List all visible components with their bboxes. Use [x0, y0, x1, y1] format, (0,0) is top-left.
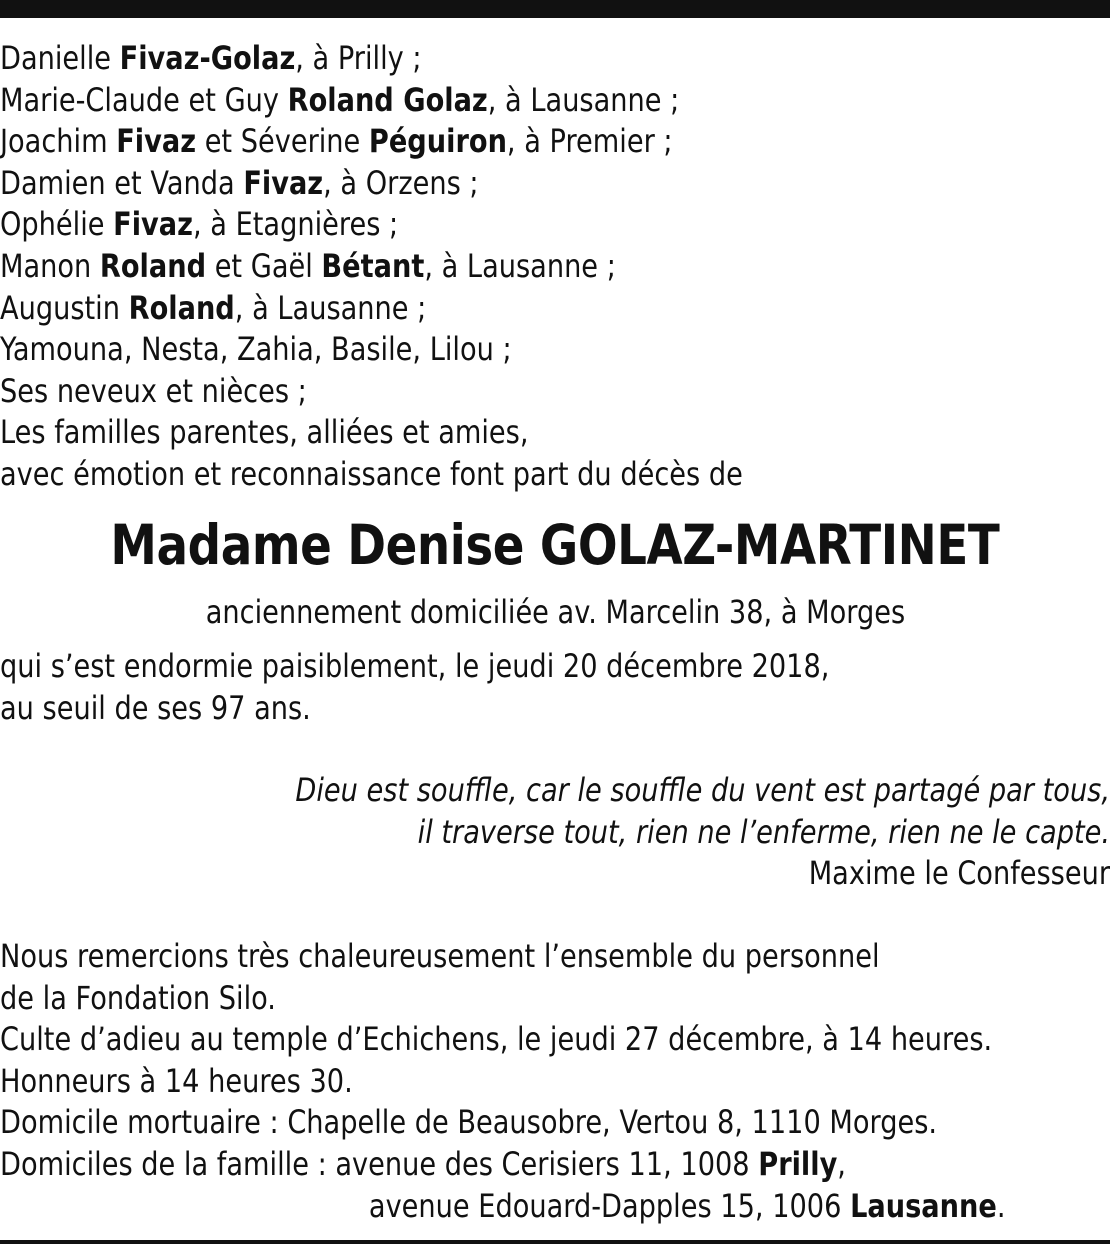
family-text: Les familles parentes, alliées et amies,	[0, 413, 529, 452]
family-text: Ophélie	[0, 205, 114, 244]
bottom-rule	[0, 1240, 1110, 1244]
family-text: et Séverine	[196, 122, 369, 161]
death-info-line: qui s’est endormie paisiblement, le jeudi 20 décembre 2018,	[0, 647, 830, 685]
thanks-text: avenue Edouard-Dapples 15, 1006	[368, 1186, 851, 1225]
family-text: Manon	[0, 246, 100, 285]
family-text: , à Prilly ;	[295, 39, 422, 77]
thanks-line	[0, 978, 944, 1020]
thanks-and-ceremony	[0, 936, 1006, 1227]
family-line	[0, 454, 944, 496]
thanks-text: de la Fondation Silo.	[0, 978, 276, 1017]
family-name-bold: Roland Golaz	[287, 80, 488, 119]
family-line	[0, 329, 944, 371]
family-name-bold: Roland	[128, 288, 235, 327]
family-text: , à Orzens ;	[323, 163, 479, 202]
family-name-bold: Roland	[99, 246, 207, 285]
thanks-name-bold: Lausanne	[850, 1186, 997, 1225]
thanks-name-bold: Prilly	[758, 1144, 838, 1183]
top-rule	[0, 0, 1110, 18]
family-text: Augustin	[0, 288, 129, 327]
thanks-line	[0, 1061, 944, 1103]
family-line	[0, 163, 944, 205]
family-name-bold: Fivaz	[116, 122, 197, 161]
family-text: et Gaël	[206, 246, 322, 285]
family-line	[0, 80, 944, 122]
family-text: Yamouna, Nesta, Zahia, Basile, Lilou ;	[0, 330, 512, 369]
family-text: , à Lausanne ;	[424, 246, 616, 285]
family-line	[0, 371, 944, 413]
thanks-text: Culte d’adieu au temple d’Echichens, le jeudi 27 décembre, à 14 heures.	[0, 1020, 993, 1059]
family-line	[0, 204, 944, 246]
family-list	[0, 38, 944, 496]
thanks-line	[0, 1102, 944, 1144]
death-info-line: au seuil de ses 97 ans.	[0, 688, 311, 727]
family-name-bold: Fivaz	[113, 205, 193, 244]
thanks-text: Nous remercions très chaleureusement l’ensemble du personnel	[0, 937, 880, 975]
family-line	[0, 288, 944, 330]
thanks-text: Domicile mortuaire : Chapelle de Beausobre, Vertou 8, 1110 Morges.	[0, 1103, 938, 1142]
family-text: Danielle	[0, 39, 120, 77]
thanks-text: Honneurs à 14 heures 30.	[0, 1061, 353, 1100]
thanks-line	[0, 1019, 993, 1061]
family-text: Joachim	[0, 122, 117, 161]
family-text: , à Lausanne ;	[234, 288, 427, 327]
family-line	[0, 121, 944, 163]
family-name-bold: Bétant	[321, 246, 425, 285]
family-text: , à Lausanne ;	[487, 80, 680, 119]
family-line	[0, 246, 944, 288]
family-line	[0, 412, 944, 454]
thanks-line	[0, 1186, 1006, 1228]
family-text: Marie-Claude et Guy	[0, 80, 288, 119]
thanks-text: .	[996, 1186, 1006, 1225]
thanks-line	[0, 1144, 944, 1186]
thanks-text: Domiciles de la famille : avenue des Cerisiers 11, 1008	[0, 1144, 759, 1183]
death-info	[0, 646, 944, 729]
family-name-bold: Fivaz	[243, 163, 324, 202]
family-text: Damien et Vanda	[0, 163, 244, 202]
family-text: Ses neveux et nièces ;	[0, 371, 307, 410]
family-text: , à Premier ;	[506, 122, 673, 161]
quote-line: il traverse tout, rien ne l’enferme, rien ne le capte.	[417, 812, 1110, 851]
former-address-text: anciennement domiciliée av. Marcelin 38, à Morges	[205, 593, 905, 631]
quote	[167, 770, 1110, 895]
family-name-bold: Péguiron	[368, 122, 507, 161]
thanks-text: ,	[837, 1144, 846, 1183]
family-text: avec émotion et reconnaissance font part du décès de	[0, 454, 743, 493]
former-address	[0, 592, 1110, 634]
quote-author: Maxime le Confesseur	[808, 854, 1110, 893]
family-text: , à Etagnières ;	[192, 205, 399, 244]
thanks-line	[0, 936, 944, 978]
quote-line: Dieu est souffle, car le souffle du vent est partagé par tous,	[295, 771, 1110, 809]
family-line	[0, 38, 944, 80]
deceased-name	[0, 512, 1110, 578]
family-name-bold: Fivaz-Golaz	[119, 39, 296, 77]
deceased-name-text: Madame Denise GOLAZ-MARTINET	[110, 513, 1000, 577]
